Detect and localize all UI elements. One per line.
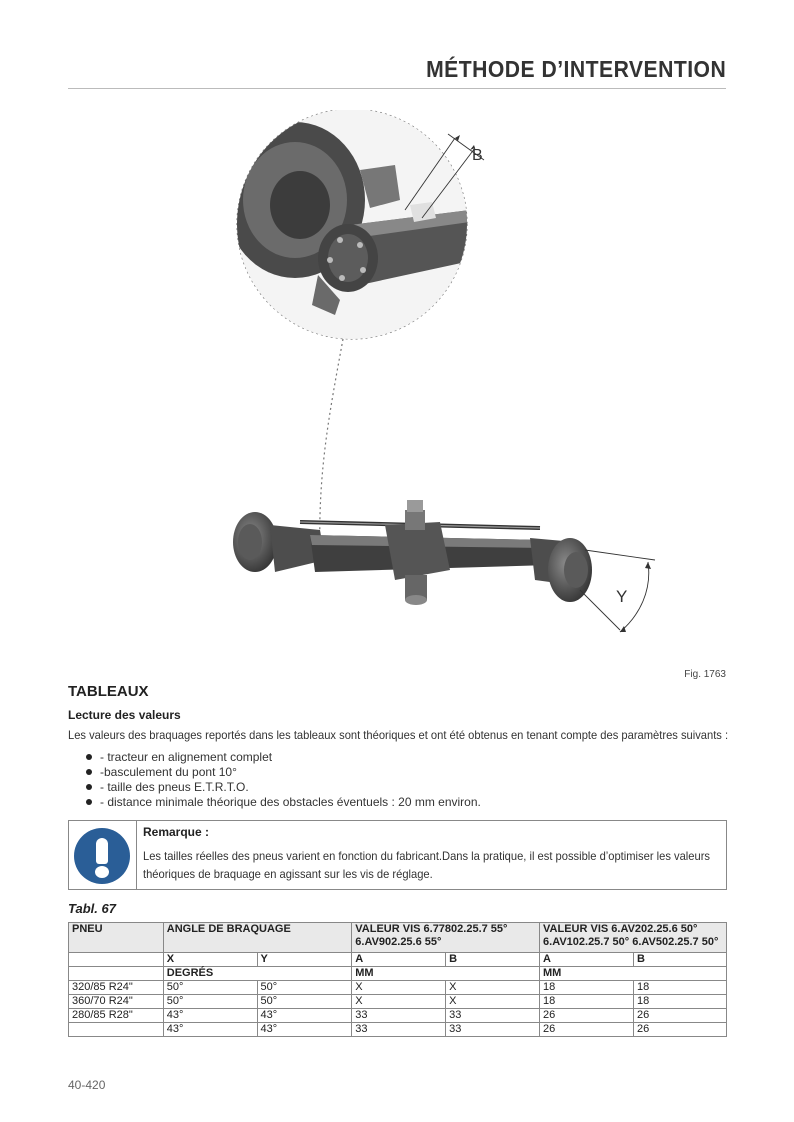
header-vis-55: VALEUR VIS 6.77802.25.7 55° 6.AV902.25.6 55° [352, 923, 540, 953]
exclamation-icon [74, 828, 130, 884]
front-axle [233, 500, 592, 605]
header-vis-50: VALEUR VIS 6.AV202.25.6 50° 6.AV102.25.7 50° 6.AV502.25.7 50° [540, 923, 727, 953]
table-row: 320/85 R24" 50° 50° X X 18 18 [69, 981, 727, 995]
bullet-icon [86, 799, 92, 805]
label-b: B [472, 147, 483, 164]
label-y: Y [616, 587, 628, 606]
remark-box [68, 820, 727, 890]
section-title: TABLEAUX [68, 683, 149, 700]
page-number: 40-420 [68, 1078, 106, 1092]
page-title: MÉTHODE D’INTERVENTION [425, 56, 726, 82]
list-item: - taille des pneus E.T.R.T.O. [86, 780, 481, 795]
remark-title: Remarque : [143, 825, 210, 839]
header-divider [68, 88, 726, 89]
table-subheader-row: X Y A B A B [69, 953, 727, 967]
figure-caption: Fig. 1763 [684, 669, 726, 680]
remark-icon-cell [69, 821, 137, 889]
table-row: 43° 43° 33 33 26 26 [69, 1023, 727, 1037]
parameter-list [86, 750, 481, 810]
bullet-icon [86, 754, 92, 760]
list-item: - distance minimale théorique des obstacles éventuels : 20 mm environ. [86, 795, 481, 810]
table-row: 280/85 R28" 43° 43° 33 33 26 26 [69, 1009, 727, 1023]
intro-paragraph: Les valeurs des braquages reportés dans les tableaux sont théoriques et ont été obtenus en tenant compte des paramètres suivants : [68, 728, 729, 742]
remark-text: Les tailles réelles des pneus varient en fonction du fabricant.Dans la pratique, il est possible d’optimiser les valeurs théoriques de braquage en agissant sur les vis de réglage. [143, 849, 710, 881]
table-units-row: DEGRÉS MM MM [69, 967, 727, 981]
table-title: Tabl. 67 [68, 901, 116, 916]
table-header-row [69, 923, 727, 953]
bullet-icon [86, 784, 92, 790]
table-row: 360/70 R24" 50° 50° X X 18 18 [69, 995, 727, 1009]
header-angle: ANGLE DE BRAQUAGE [163, 923, 352, 953]
subsection-title: Lecture des valeurs [68, 708, 181, 722]
bullet-icon [86, 769, 92, 775]
zoom-detail [225, 110, 480, 340]
axle-illustration [200, 110, 670, 655]
header-pneu: PNEU [69, 923, 164, 953]
list-item: - tracteur en alignement complet [86, 750, 481, 765]
list-item: -basculement du pont 10° [86, 765, 481, 780]
steering-angle-table [68, 922, 727, 1037]
